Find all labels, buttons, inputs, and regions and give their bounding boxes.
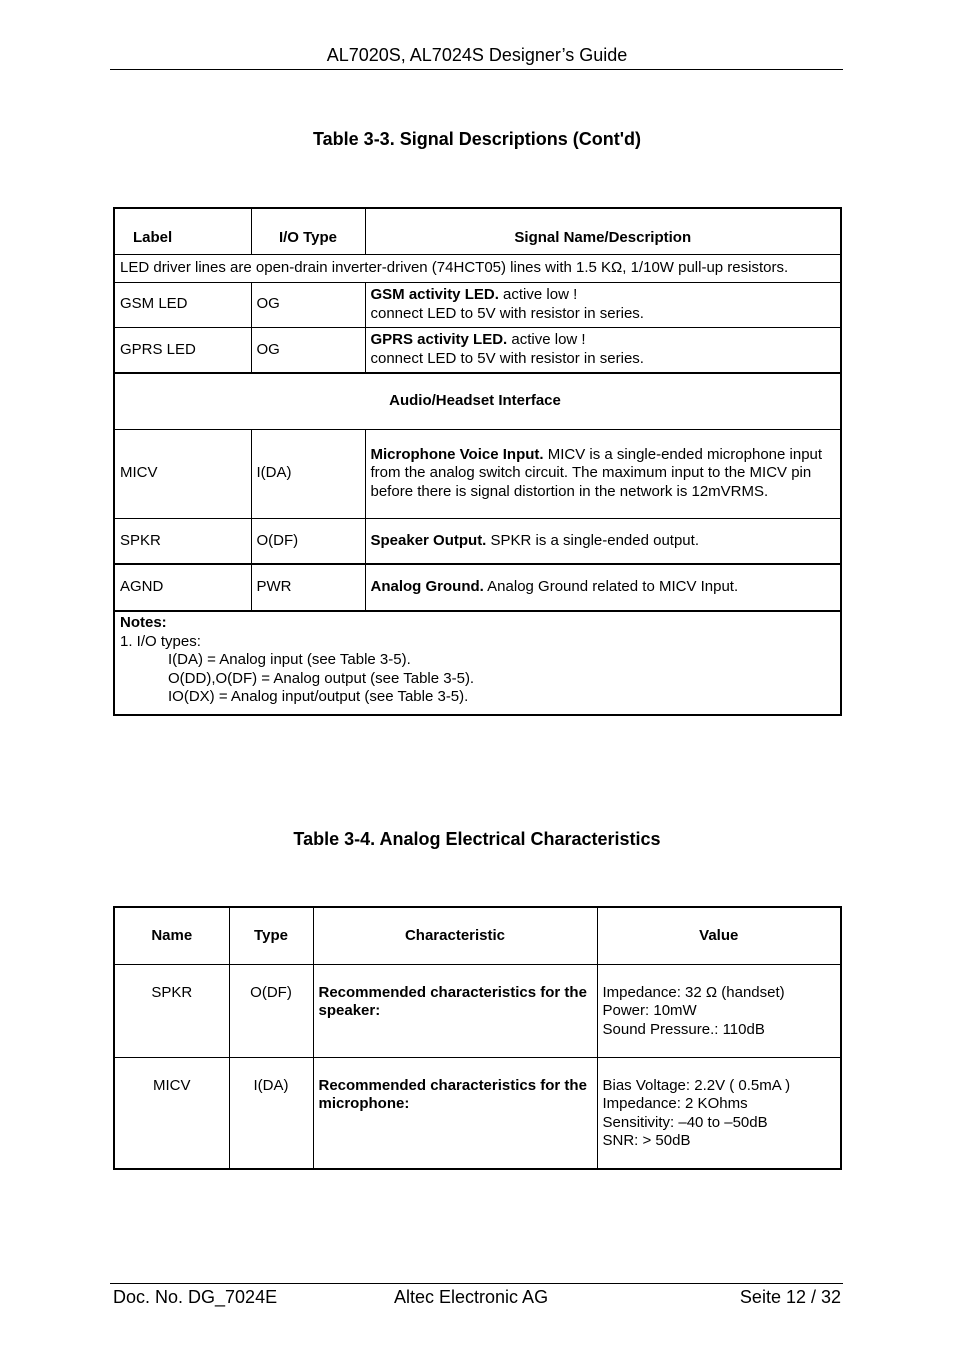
signal-name: GSM activity LED. xyxy=(370,286,499,303)
signal-io-type: PWR xyxy=(251,564,365,611)
signal-label: GSM LED xyxy=(114,282,251,327)
table-3-3-caption: Table 3-3. Signal Descriptions (Cont'd) xyxy=(313,129,641,149)
component-values xyxy=(597,964,841,1057)
notes-title: Notes: xyxy=(120,614,167,631)
signal-desc-line2: connect LED to 5V with resistor in series. xyxy=(370,304,644,322)
signal-label: AGND xyxy=(114,564,251,611)
column-header-signal-description: Signal Name/Description xyxy=(365,208,841,254)
column-header-label: Label xyxy=(114,208,251,254)
table-3-4-caption: Table 3-4. Analog Electrical Characteristics xyxy=(293,829,661,849)
table-row xyxy=(114,282,841,327)
signal-desc: SPKR is a single-ended output. xyxy=(486,531,699,549)
notes-line: O(DD),O(DF) = Analog output (see Table 3-5). xyxy=(168,669,475,687)
table-header-row xyxy=(114,208,841,254)
page-header-title: AL7020S, AL7024S Designer’s Guide xyxy=(326,45,628,65)
table-row xyxy=(114,518,841,564)
footer-rule xyxy=(110,1283,843,1284)
column-header-name: Name xyxy=(114,907,229,964)
component-characteristic: Recommended characteristics for the speaker: xyxy=(313,964,597,1057)
signal-label: SPKR xyxy=(114,518,251,564)
notes-line: IO(DX) = Analog input/output (see Table 3-5). xyxy=(168,688,469,705)
notes-row xyxy=(114,611,841,715)
signal-desc-line2: connect LED to 5V with resistor in series. xyxy=(370,349,644,367)
footer-doc-number: Doc. No. DG_7024E xyxy=(113,1287,278,1307)
notes-cell xyxy=(114,611,841,715)
section-heading: Audio/Headset Interface xyxy=(114,373,841,429)
led-note: LED driver lines are open-drain inverter-driven (74HCT05) lines with 1.5 KΩ, 1/10W pull-up resistors. xyxy=(114,254,841,282)
signal-name: Analog Ground. xyxy=(370,578,484,596)
signal-name: GPRS activity LED. xyxy=(370,331,508,349)
table-row xyxy=(114,564,841,611)
signal-name: Microphone Voice Input. xyxy=(370,445,544,463)
notes-line: I(DA) = Analog input (see Table 3-5). xyxy=(168,651,411,668)
signal-name: Speaker Output. xyxy=(370,531,487,549)
value-line: Power: 10mW xyxy=(602,1002,697,1019)
column-header-io-type: I/O Type xyxy=(251,208,365,254)
signal-label: GPRS LED xyxy=(114,327,251,373)
table-row xyxy=(114,429,841,518)
value-line: Bias Voltage: 2.2V ( 0.5mA ) xyxy=(602,1076,791,1094)
signal-desc: MICV is a single-ended microphone input from the analog switch circuit. The maximum input to the MICV pin before there is signal distortion in the network is 12mVRMS. xyxy=(370,445,823,500)
component-name: MICV xyxy=(114,1057,229,1169)
value-line: Sensitivity: –40 to –50dB xyxy=(602,1113,768,1131)
signal-desc: active low ! xyxy=(498,286,578,303)
component-type: I(DA) xyxy=(229,1057,313,1169)
signal-io-type: I(DA) xyxy=(251,429,365,518)
header-rule xyxy=(110,69,843,70)
table-row xyxy=(114,1057,841,1169)
signal-description xyxy=(365,518,841,564)
signal-descriptions-table xyxy=(113,207,842,716)
signal-io-type: OG xyxy=(251,282,365,327)
footer-company: Altec Electronic AG xyxy=(394,1287,549,1307)
signal-io-type: O(DF) xyxy=(251,518,365,564)
analog-characteristics-table xyxy=(113,906,842,1170)
led-note-row xyxy=(114,254,841,282)
component-characteristic: Recommended characteristics for the microphone: xyxy=(313,1057,597,1169)
component-values xyxy=(597,1057,841,1169)
signal-io-type: OG xyxy=(251,327,365,373)
column-header-characteristic: Characteristic xyxy=(313,907,597,964)
signal-description xyxy=(365,429,841,518)
column-header-value: Value xyxy=(597,907,841,964)
component-name: SPKR xyxy=(114,964,229,1057)
signal-description xyxy=(365,282,841,327)
table-row xyxy=(114,964,841,1057)
signal-label: MICV xyxy=(114,429,251,518)
signal-description xyxy=(365,327,841,373)
value-line: Impedance: 32 Ω (handset) xyxy=(602,983,785,1001)
value-line: Sound Pressure.: 110dB xyxy=(602,1020,765,1038)
table-header-row xyxy=(114,907,841,964)
section-row xyxy=(114,373,841,429)
value-line: SNR: > 50dB xyxy=(602,1132,691,1149)
signal-description xyxy=(365,564,841,611)
notes-line: 1. I/O types: xyxy=(120,632,201,650)
value-line: Impedance: 2 KOhms xyxy=(602,1095,748,1112)
signal-desc: Analog Ground related to MICV Input. xyxy=(483,578,739,596)
footer-page-number: Seite 12 / 32 xyxy=(739,1287,841,1307)
signal-desc: active low ! xyxy=(507,331,586,349)
component-type: O(DF) xyxy=(229,964,313,1057)
table-row xyxy=(114,327,841,373)
column-header-type: Type xyxy=(229,907,313,964)
